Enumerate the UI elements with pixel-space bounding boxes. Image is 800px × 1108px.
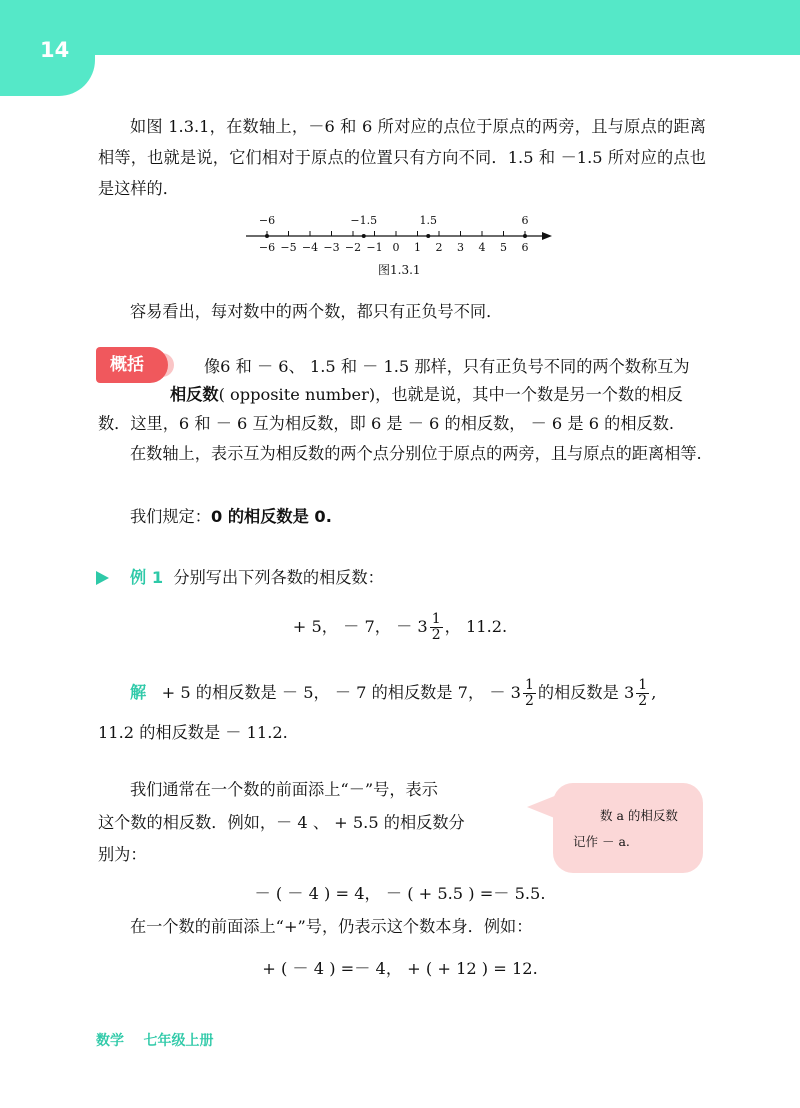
example-arrow-icon <box>96 571 109 585</box>
number-line-point-label: 6 <box>521 214 529 227</box>
solution-line-2: 11.2 的相反数是 － 11.2. <box>98 723 288 742</box>
number-line-tick-label: 0 <box>392 241 400 254</box>
summary-tag <box>96 347 168 383</box>
fraction-half <box>430 612 443 643</box>
summary-line-2 <box>170 383 683 407</box>
number-line-point-label: −6 <box>258 214 276 227</box>
number-line-tick-label: 5 <box>500 241 507 254</box>
solution-line-1 <box>130 678 656 709</box>
plus-sign-line: 在一个数的前面添上“+”号，仍表示这个数本身．例如： <box>130 917 533 936</box>
number-line-tick-label: −6 <box>258 241 276 254</box>
summary-line-1: 像6 和 － 6、 1.5 和 － 1.5 那样，只有正负号不同的两个数称互为 <box>204 357 690 376</box>
notation-equation-1: － ( － 4 ) = 4， － ( + 5.5 ) =－ 5.5. <box>254 884 546 903</box>
number-line-point-label: −1.5 <box>350 214 378 227</box>
number-line-tick-label: 1 <box>414 241 421 254</box>
number-line-arrow-icon <box>542 232 552 240</box>
solution-label: 解 <box>130 683 147 702</box>
rule-prefix: 我们规定： <box>130 507 211 526</box>
figure-caption: 图1.3.1 <box>378 263 421 277</box>
fraction-half <box>636 678 649 709</box>
number-line-point <box>265 234 269 238</box>
notation-line-2: 这个数的相反数．例如，－ 4 、 + 5.5 的相反数分 <box>98 813 465 832</box>
summary-line-3: 数．这里，6 和 － 6 互为相反数，即 6 是 － 6 的相反数， － 6 是 6 的相反数. <box>98 414 675 433</box>
example-line <box>130 566 384 590</box>
number-line-point <box>426 234 430 238</box>
example-numbers <box>0 612 800 643</box>
notation-line-3: 别为： <box>98 845 147 864</box>
number-line-tick-label: −3 <box>323 241 340 254</box>
example-label: 例 1 <box>130 568 164 587</box>
number-line-point-label: 1.5 <box>419 214 437 227</box>
fraction-den: 2 <box>638 693 648 709</box>
solution-part-2: 的相反数是 3 <box>537 683 635 702</box>
fraction-den: 2 <box>524 693 534 709</box>
notation-line-1: 我们通常在一个数的前面添上“－”号，表示 <box>130 780 438 799</box>
fraction-den: 2 <box>431 627 441 643</box>
number-line-tick-label: 4 <box>478 241 486 254</box>
page-number: 14 <box>40 38 70 62</box>
term-opposite-number: 相反数 <box>170 385 219 404</box>
note-line-2: 记作 － a. <box>573 834 630 849</box>
number-line-tick-label: −4 <box>301 241 319 254</box>
rule-text: 0 的相反数是 0 <box>210 507 326 526</box>
summary-line-2-rest: ( opposite number)，也就是说，其中一个数是另一个数的相反 <box>218 385 683 404</box>
note-line-1: 数 a 的相反数 <box>600 808 678 823</box>
summary-paragraph-2: 在数轴上，表示互为相反数的两个点分别位于原点的两旁，且与原点的距离相等. <box>130 444 702 463</box>
number-line-figure <box>0 0 800 270</box>
rule-line <box>130 505 332 529</box>
number-line-tick-label: 3 <box>457 241 464 254</box>
number-line-tick-label: −5 <box>280 241 297 254</box>
notation-equation-2: + ( － 4 ) =－ 4， + ( + 12 ) = 12. <box>262 959 538 978</box>
number-line-tick-label: 2 <box>435 241 443 254</box>
summary-tag-label: 概括 <box>110 355 144 375</box>
fraction-half <box>523 678 536 709</box>
fraction-num: 1 <box>524 677 534 693</box>
fraction-num: 1 <box>638 677 648 693</box>
number-line-tick-label: −2 <box>344 241 362 254</box>
number-line-point <box>362 234 366 238</box>
fraction-num: 1 <box>431 611 441 627</box>
example-question: 分别写出下列各数的相反数： <box>173 568 384 587</box>
intro-paragraph: 如图 1.3.1，在数轴上，－6 和 6 所对应的点位于原点的两旁，且与原点的距离相等，也就是说，它们相对于原点的位置只有方向不同．1.5 和 －1.5 所对应的点也是这样的． <box>98 117 706 198</box>
example-numbers-b: ， 11.2. <box>444 617 508 636</box>
solution-part-3: , <box>651 683 657 702</box>
solution-part-1: + 5 的相反数是 － 5， － 7 的相反数是 7， － 3 <box>161 683 521 702</box>
number-line-tick-label: −1 <box>366 241 383 254</box>
example-numbers-a: + 5， － 7， － 3 <box>292 617 428 636</box>
number-line-point <box>523 234 527 238</box>
note-bubble <box>553 783 703 873</box>
number-line-tick-label: 6 <box>521 241 529 254</box>
observation-text: 容易看出，每对数中的两个数，都只有正负号不同． <box>130 302 503 321</box>
footer-book-title: 数学 七年级上册 <box>96 1033 214 1049</box>
rule-suffix: . <box>325 507 332 526</box>
